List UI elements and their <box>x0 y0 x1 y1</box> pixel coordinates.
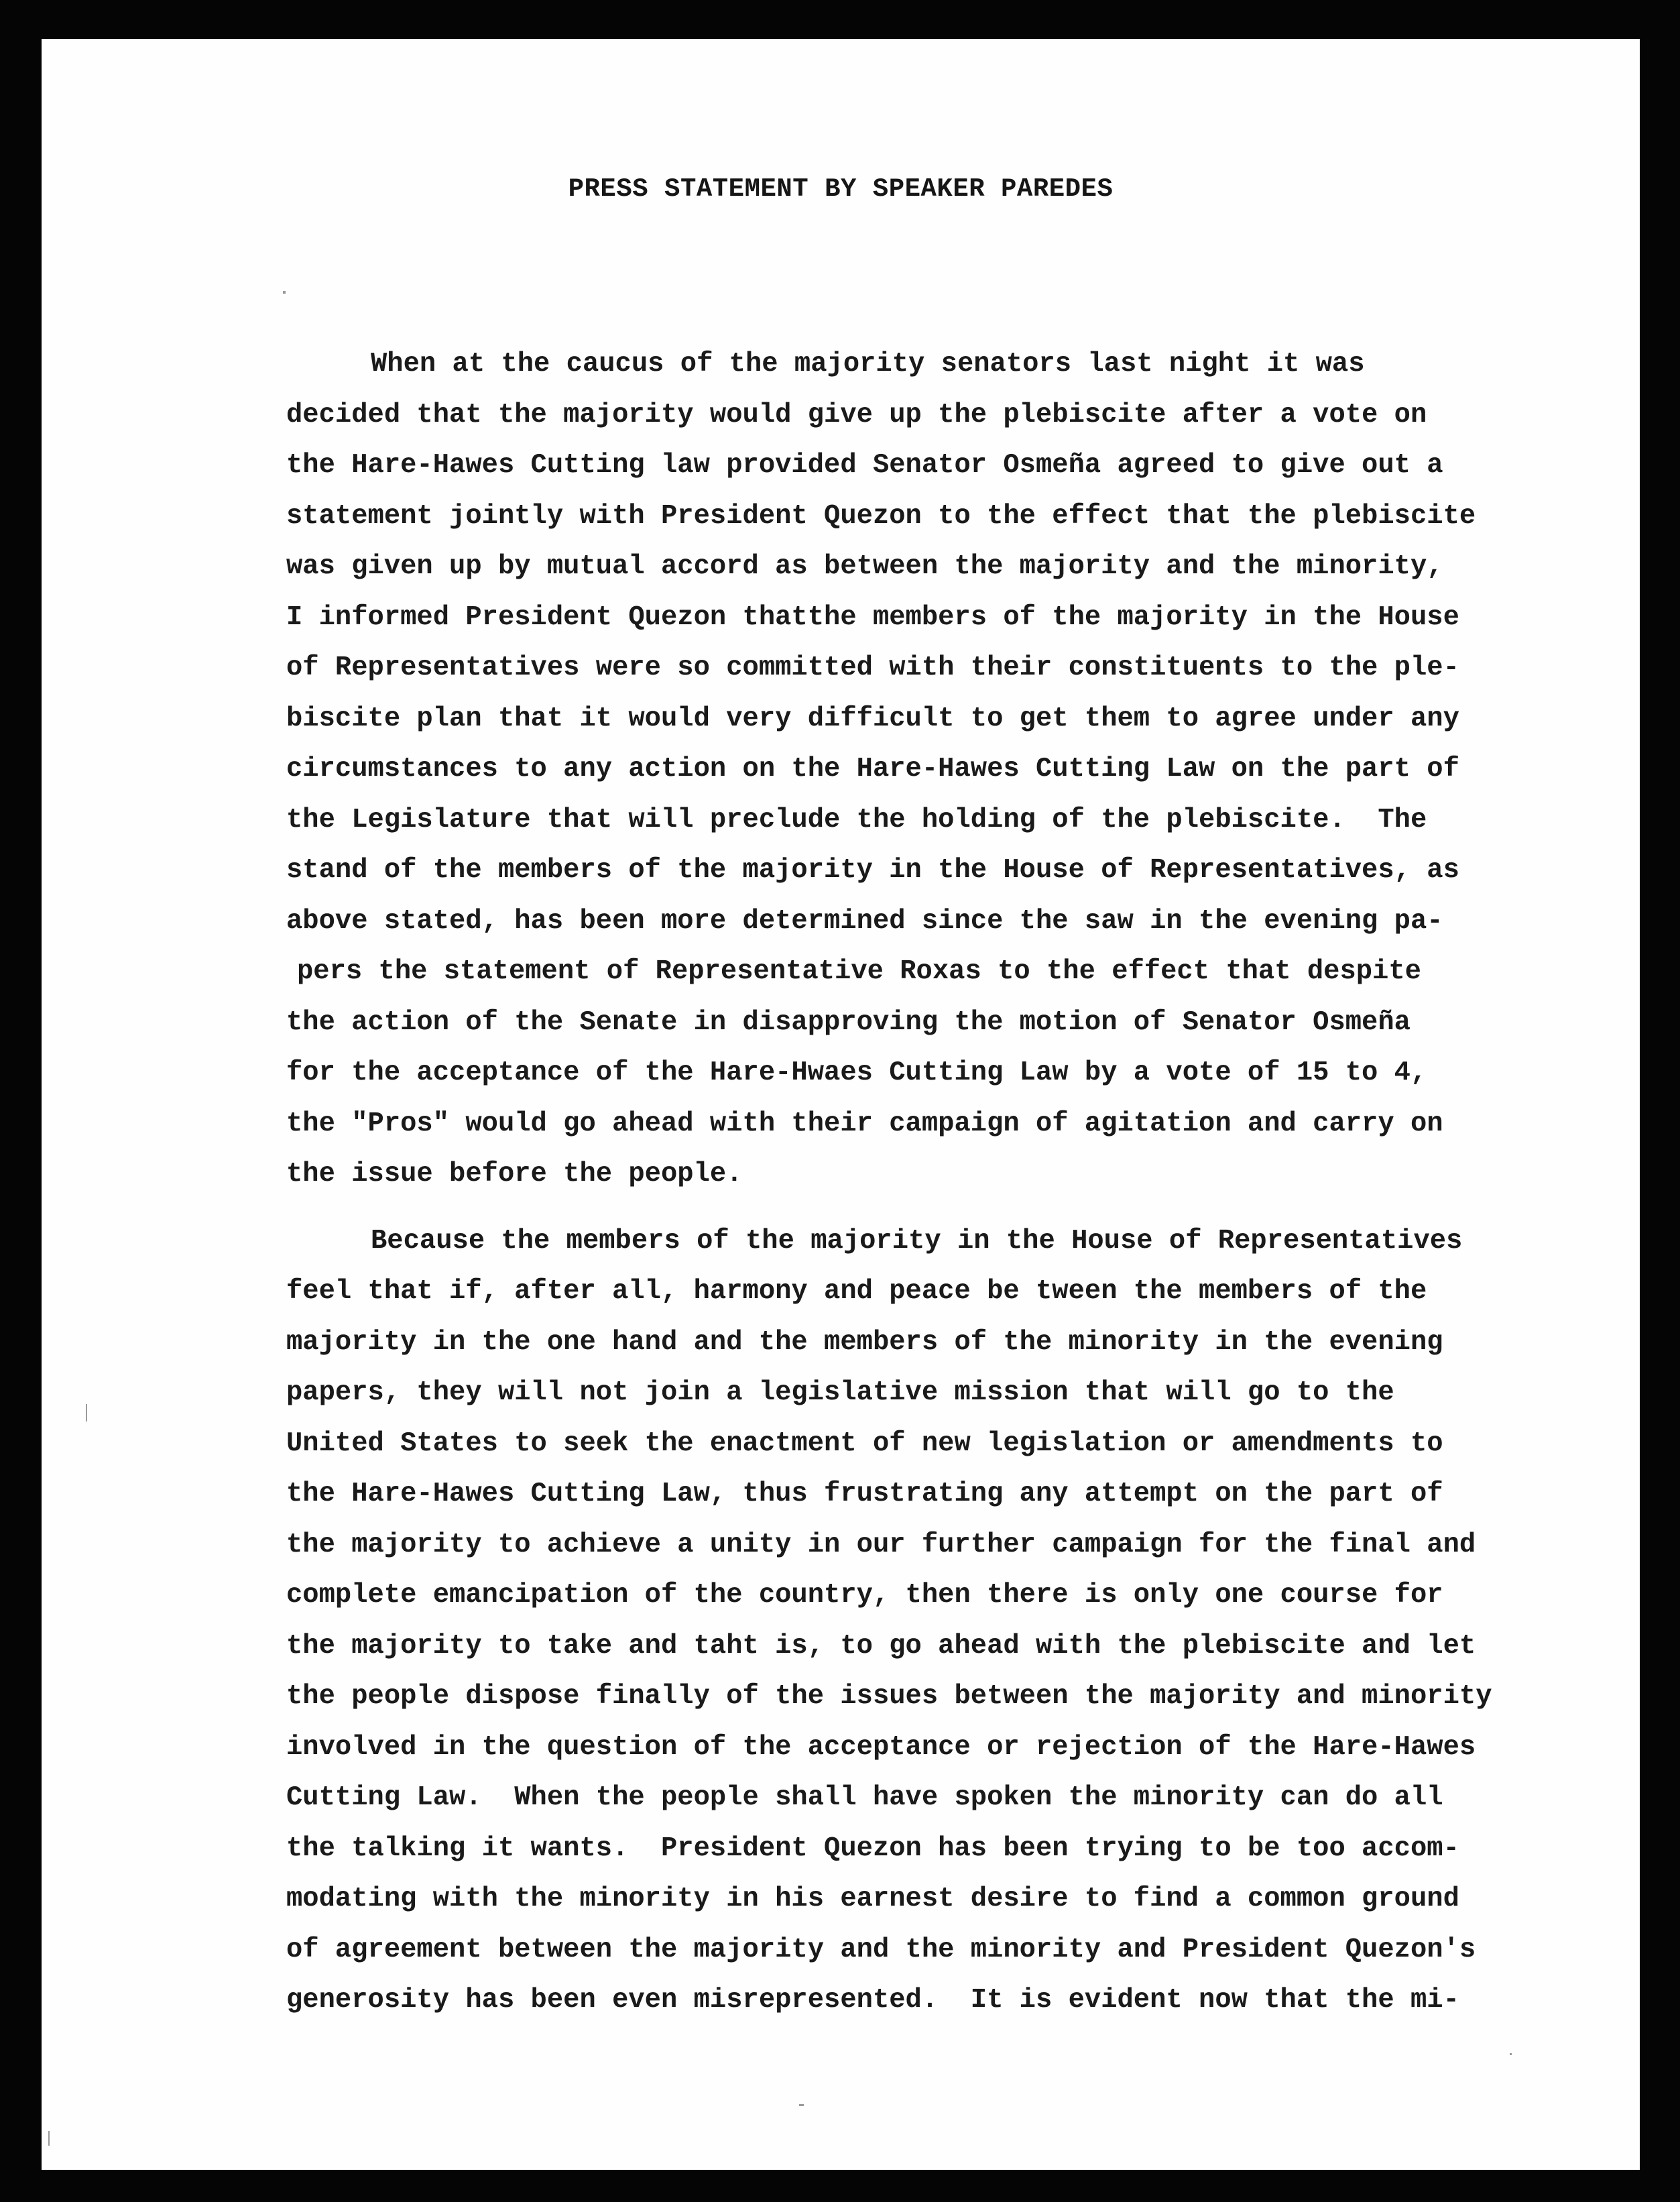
document-page <box>42 39 1640 2170</box>
text-line: papers, they will not join a legislative mission that will go to the <box>286 1377 1394 1408</box>
text-line: the issue before the people. <box>286 1159 743 1190</box>
text-line: generosity has been even misrepresented. It is evident now that the mi- <box>286 1985 1459 2016</box>
text-line: the talking it wants. President Quezon has been trying to be too accom- <box>286 1833 1459 1864</box>
paragraph-spacer <box>286 1200 1600 1216</box>
document-title: PRESS STATEMENT BY SPEAKER PAREDES <box>568 174 1114 204</box>
paragraph-1 <box>286 339 1600 1200</box>
paper-speck <box>1510 2053 1512 2055</box>
text-line: was given up by mutual accord as between the majority and the minority, <box>286 551 1443 582</box>
text-line: the "Pros" would go ahead with their campaign of agitation and carry on <box>286 1108 1443 1139</box>
text-line: complete emancipation of the country, then there is only one course for <box>286 1580 1443 1611</box>
text-line: the majority to take and taht is, to go ahead with the plebiscite and let <box>286 1630 1476 1662</box>
text-line: modating with the minority in his earnest desire to find a common ground <box>286 1884 1459 1914</box>
text-line: the Hare-Hawes Cutting law provided Senator Osmeña agreed to give out a <box>286 450 1443 481</box>
text-line: When at the caucus of the majority senators last night it was <box>371 349 1365 380</box>
text-line: the action of the Senate in disapproving the motion of Senator Osmeña <box>286 1006 1411 1038</box>
text-line: above stated, has been more determined since the saw in the evening pa- <box>286 905 1443 937</box>
text-line: United States to seek the enactment of new legislation or amendments to <box>286 1428 1443 1459</box>
text-line: majority in the one hand and the members of the minority in the evening <box>286 1326 1443 1358</box>
text-line: feel that if, after all, harmony and peace be tween the members of the <box>286 1276 1427 1307</box>
text-line: I informed President Quezon thatthe members of the majority in the House <box>286 601 1459 633</box>
text-line: for the acceptance of the Hare-Hwaes Cutting Law by a vote of 15 to 4, <box>286 1057 1427 1088</box>
text-line: of agreement between the majority and the minority and President Quezon's <box>286 1934 1476 1965</box>
paper-speck <box>86 1404 87 1422</box>
text-line: Because the members of the majority in the House of Representatives <box>371 1225 1463 1257</box>
text-line: of Representatives were so committed with their constituents to the ple- <box>286 652 1459 683</box>
text-line: pers the statement of Representative Roxas to the effect that despite <box>297 956 1421 987</box>
text-line: the Legislature that will preclude the holding of the plebiscite. The <box>286 804 1427 835</box>
document-body <box>286 339 1600 2026</box>
text-line: stand of the members of the majority in the House of Representatives, as <box>286 855 1459 886</box>
paper-speck <box>283 291 286 294</box>
text-line: the people dispose finally of the issues between the majority and minority <box>286 1681 1492 1712</box>
text-line: Cutting Law. When the people shall have spoken the minority can do all <box>286 1782 1443 1813</box>
text-line: biscite plan that it would very difficult to get them to agree under any <box>286 703 1459 734</box>
text-line: the majority to achieve a unity in our further campaign for the final and <box>286 1529 1476 1560</box>
text-line: circumstances to any action on the Hare-Hawes Cutting Law on the part of <box>286 754 1459 785</box>
text-line: decided that the majority would give up the plebiscite after a vote on <box>286 399 1427 430</box>
paper-speck <box>799 2104 804 2106</box>
text-line: statement jointly with President Quezon to the effect that the plebiscite <box>286 500 1476 532</box>
text-line: involved in the question of the acceptance or rejection of the Hare-Hawes <box>286 1731 1476 1763</box>
paper-speck <box>48 2131 50 2146</box>
text-line: the Hare-Hawes Cutting Law, thus frustrating any attempt on the part of <box>286 1479 1443 1509</box>
paragraph-2 <box>286 1216 1600 2026</box>
